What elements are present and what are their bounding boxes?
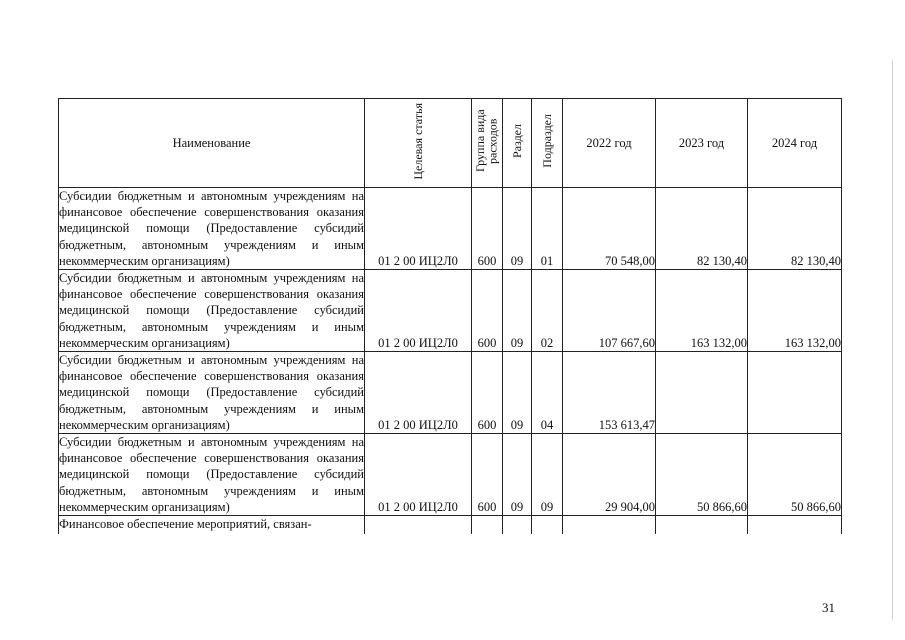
row-target: 01 2 00 ИЦ2Л0 [365, 434, 472, 516]
header-name: Наименование [59, 99, 365, 188]
row-value-2024: 82 130,40 [748, 188, 842, 270]
table-header-row [59, 99, 842, 188]
row-section: 09 [503, 188, 532, 270]
header-subsection: Подраздел [532, 99, 563, 188]
row-value-2023 [656, 352, 748, 434]
row-group: 600 [472, 434, 503, 516]
row-value-2022: 107 667,60 [563, 270, 656, 352]
row-subsection: 09 [532, 434, 563, 516]
row-group [472, 516, 503, 535]
budget-table [58, 98, 842, 534]
row-value-2023 [656, 516, 748, 535]
row-value-2024: 163 132,00 [748, 270, 842, 352]
row-value-2022: 153 613,47 [563, 352, 656, 434]
row-section: 09 [503, 434, 532, 516]
header-2023: 2023 год [656, 99, 748, 188]
row-target [365, 516, 472, 535]
table-row [59, 188, 842, 270]
table-row [59, 352, 842, 434]
row-group: 600 [472, 270, 503, 352]
row-value-2023: 82 130,40 [656, 188, 748, 270]
row-subsection [532, 516, 563, 535]
row-target: 01 2 00 ИЦ2Л0 [365, 188, 472, 270]
row-name: Субсидии бюджетным и автономным учреждениям на финансовое обеспечение совершенствования оказания медицинской помощи (Предоставление субсидий бюджетным, автономным учреждениям и иным некоммерческим организациям) [59, 353, 364, 432]
row-value-2023: 50 866,60 [656, 434, 748, 516]
row-target: 01 2 00 ИЦ2Л0 [365, 352, 472, 434]
table-row [59, 434, 842, 516]
row-subsection: 02 [532, 270, 563, 352]
row-name: Финансовое обеспечение мероприятий, связан- [59, 516, 365, 535]
row-target: 01 2 00 ИЦ2Л0 [365, 270, 472, 352]
row-value-2022: 70 548,00 [563, 188, 656, 270]
row-group: 600 [472, 188, 503, 270]
header-section: Раздел [503, 99, 532, 188]
row-value-2022: 29 904,00 [563, 434, 656, 516]
row-name: Субсидии бюджетным и автономным учреждениям на финансовое обеспечение совершенствования оказания медицинской помощи (Предоставление субсидий бюджетным, автономным учреждениям и иным некоммерческим организациям) [59, 189, 364, 268]
row-section: 09 [503, 270, 532, 352]
row-section: 09 [503, 352, 532, 434]
row-value-2023: 163 132,00 [656, 270, 748, 352]
table-row-partial [59, 516, 842, 535]
header-group: Группа вида расходов [472, 99, 503, 188]
row-group: 600 [472, 352, 503, 434]
row-subsection: 01 [532, 188, 563, 270]
row-value-2024 [748, 352, 842, 434]
row-value-2024 [748, 516, 842, 535]
row-name: Субсидии бюджетным и автономным учреждениям на финансовое обеспечение совершенствования оказания медицинской помощи (Предоставление субсидий бюджетным, автономным учреждениям и иным некоммерческим организациям) [59, 271, 364, 350]
row-subsection: 04 [532, 352, 563, 434]
row-value-2022 [563, 516, 656, 535]
row-section [503, 516, 532, 535]
header-target: Целевая статья [365, 99, 472, 188]
page-number: 31 [822, 600, 835, 615]
scan-margin-line [892, 60, 893, 620]
row-name: Субсидии бюджетным и автономным учреждениям на финансовое обеспечение совершенствования оказания медицинской помощи (Предоставление субсидий бюджетным, автономным учреждениям и иным некоммерческим организациям) [59, 435, 364, 514]
header-2024: 2024 год [748, 99, 842, 188]
row-value-2024: 50 866,60 [748, 434, 842, 516]
table-row [59, 270, 842, 352]
header-2022: 2022 год [563, 99, 656, 188]
